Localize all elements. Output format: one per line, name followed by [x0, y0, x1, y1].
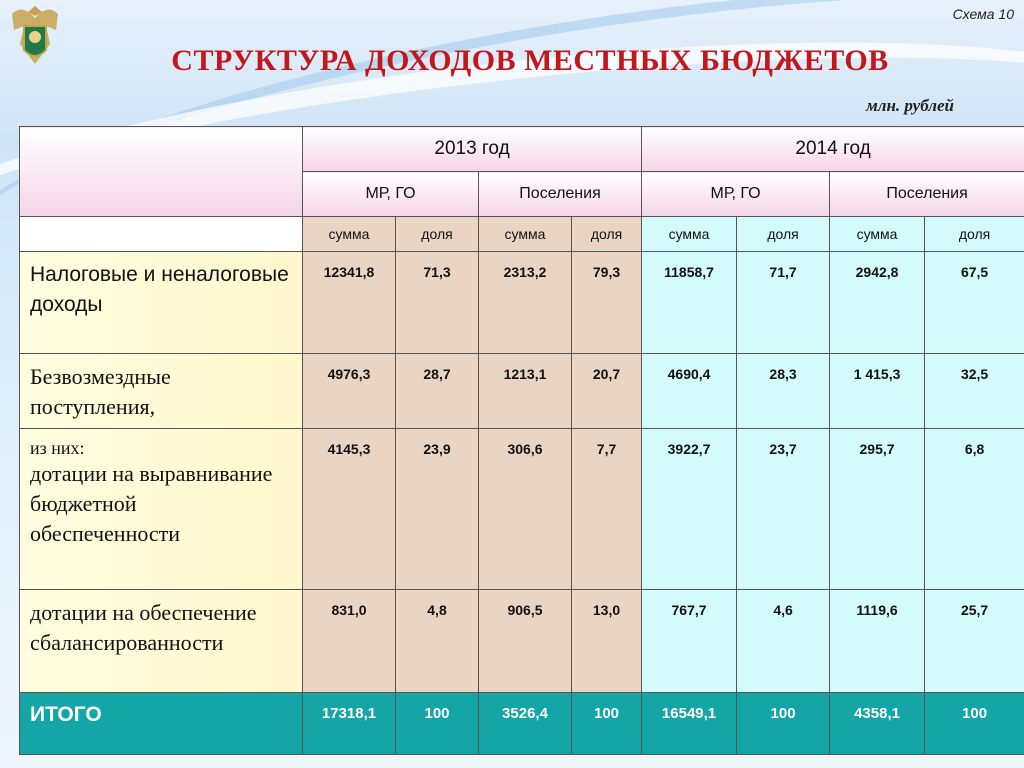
table-cell: 3922,7 — [642, 429, 737, 590]
table-cell: 25,7 — [925, 590, 1024, 693]
group-header: МР, ГО — [642, 172, 830, 217]
group-header: Поселения — [479, 172, 642, 217]
revenue-table — [19, 126, 1024, 755]
table-cell: 4976,3 — [303, 354, 396, 429]
total-cell: 100 — [925, 693, 1024, 755]
total-cell: 4358,1 — [830, 693, 925, 755]
table-cell: 2313,2 — [479, 252, 572, 354]
table-cell: 1 415,3 — [830, 354, 925, 429]
header-blank-cell — [20, 127, 303, 217]
group-header: Поселения — [830, 172, 1024, 217]
unit-label: млн. рублей — [866, 96, 954, 115]
table-cell: 12341,8 — [303, 252, 396, 354]
total-cell: 100 — [396, 693, 479, 755]
row-label: дотации на выравнивание бюджетной обеспеченности — [30, 461, 273, 546]
total-label: ИТОГО — [20, 693, 303, 755]
year-header-2014: 2014 год — [642, 127, 1024, 172]
table-row — [20, 429, 1024, 590]
total-row — [20, 693, 1024, 755]
table-cell: 79,3 — [572, 252, 642, 354]
table-cell: 1213,1 — [479, 354, 572, 429]
table-cell: 67,5 — [925, 252, 1024, 354]
table-cell: 295,7 — [830, 429, 925, 590]
total-cell: 17318,1 — [303, 693, 396, 755]
column-header: доля — [737, 217, 830, 252]
table-cell: 28,3 — [737, 354, 830, 429]
table-cell: 4690,4 — [642, 354, 737, 429]
table-cell: 71,3 — [396, 252, 479, 354]
column-header: доля — [925, 217, 1024, 252]
table-row — [20, 252, 1024, 354]
column-header: доля — [572, 217, 642, 252]
year-header-2013: 2013 год — [303, 127, 642, 172]
slide-title: СТРУКТУРА ДОХОДОВ МЕСТНЫХ БЮДЖЕТОВ — [171, 44, 889, 77]
column-header: сумма — [303, 217, 396, 252]
table-cell: 1119,6 — [830, 590, 925, 693]
row-label: дотации на обеспечение сбалансированности — [20, 590, 303, 693]
total-cell: 3526,4 — [479, 693, 572, 755]
table-cell: 831,0 — [303, 590, 396, 693]
table-cell: 7,7 — [572, 429, 642, 590]
table-cell: 4,8 — [396, 590, 479, 693]
table-cell: 11858,7 — [642, 252, 737, 354]
row-label-cell — [20, 429, 303, 590]
table-cell: 32,5 — [925, 354, 1024, 429]
column-header: сумма — [830, 217, 925, 252]
column-header: доля — [396, 217, 479, 252]
table-cell: 71,7 — [737, 252, 830, 354]
table-cell: 906,5 — [479, 590, 572, 693]
total-cell: 16549,1 — [642, 693, 737, 755]
total-cell: 100 — [737, 693, 830, 755]
column-header: сумма — [642, 217, 737, 252]
table-row — [20, 354, 1024, 429]
row-label: Налоговые и неналоговые доходы — [20, 252, 303, 354]
table-cell: 6,8 — [925, 429, 1024, 590]
table-cell: 4145,3 — [303, 429, 396, 590]
table-row — [20, 590, 1024, 693]
table-cell: 13,0 — [572, 590, 642, 693]
schema-label: Схема 10 — [952, 6, 1014, 22]
column-header-blank — [20, 217, 303, 252]
total-cell: 100 — [572, 693, 642, 755]
table-cell: 20,7 — [572, 354, 642, 429]
group-header: МР, ГО — [303, 172, 479, 217]
row-label: Безвозмездные поступления, — [20, 354, 303, 429]
table-cell: 23,7 — [737, 429, 830, 590]
table-cell: 28,7 — [396, 354, 479, 429]
table-cell: 4,6 — [737, 590, 830, 693]
table-cell: 306,6 — [479, 429, 572, 590]
table-cell: 767,7 — [642, 590, 737, 693]
table-cell: 23,9 — [396, 429, 479, 590]
row-prefix: из них: — [30, 438, 85, 458]
column-header: сумма — [479, 217, 572, 252]
table-cell: 2942,8 — [830, 252, 925, 354]
